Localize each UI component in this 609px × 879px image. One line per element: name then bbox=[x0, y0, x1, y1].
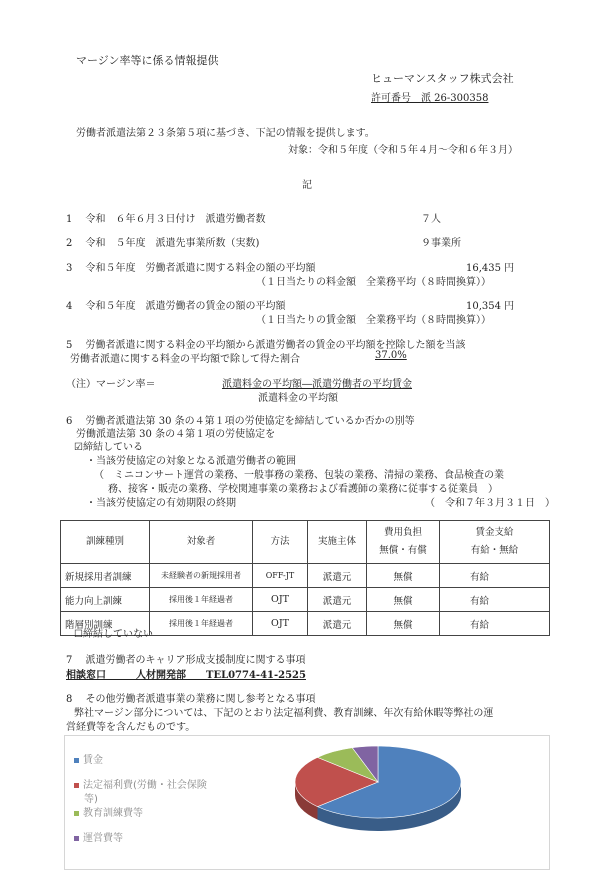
header-cost-title: 費用負担 bbox=[383, 527, 422, 538]
header-organizer: 実施主体 bbox=[308, 521, 367, 564]
header-target: 対象者 bbox=[150, 521, 253, 564]
item-5-line1: 5 労働者派遣に関する料金の平均額から派遣労働者の賃金の平均額を控除した額を当該 bbox=[66, 340, 466, 351]
margin-formula-numerator: 派遣料金の平均額―派遣労働者の平均賃金 bbox=[222, 379, 412, 390]
cell-target: 採用後１年経過者 bbox=[150, 612, 253, 636]
item-3-label: 3 令和５年度 労働者派遣に関する料金の額の平均額 bbox=[66, 263, 316, 274]
legend-item-wage bbox=[74, 751, 103, 766]
item-8-line1: 弊社マージン部分については、下記のとおり法定福利費、教育訓練、年次有給休暇等弊社の運 bbox=[74, 708, 494, 719]
table-row bbox=[61, 564, 550, 588]
cell-training-type: 新規採用者訓練 bbox=[61, 564, 150, 588]
item-8-title: 8 その他労働者派遣事業の業務に関し参考となる事項 bbox=[66, 694, 316, 705]
legend-item-training bbox=[74, 804, 143, 819]
target-period: 対象：令和５年度（令和５年４月～令和６年３月） bbox=[288, 145, 518, 156]
item-2-label: 2 令和 ５年度 派遣先事業所数（実数) bbox=[66, 238, 260, 249]
cell-organizer: 派遣元 bbox=[308, 588, 367, 612]
item-4-label: 4 令和５年度 派遣労働者の賃金の額の平均額 bbox=[66, 301, 286, 312]
legend-swatch-wage bbox=[74, 758, 79, 763]
margin-formula-label: （注）マージン率＝ bbox=[66, 379, 156, 390]
agreement-scope-detail-2: 務、接客・販売の業務、学校関連事業の業務および看護師の業務に従事する従業員 ） bbox=[108, 484, 498, 495]
item-1-value: ７人 bbox=[421, 214, 441, 225]
header-training-type: 訓練種別 bbox=[61, 521, 150, 564]
intro-text: 労働者派遣法第２３条第５項に基づき、下記の情報を提供します。 bbox=[76, 128, 375, 139]
item-4-value: 10,354 円 bbox=[466, 301, 515, 312]
item-6-line1: 6 労働者派遣法第 30 条の４第１項の労使協定を締結しているか否かの別等 bbox=[66, 416, 415, 427]
agreement-term-value: （ 令和７年３月３１日 ） bbox=[425, 498, 555, 509]
cell-organizer: 派遣元 bbox=[308, 612, 367, 636]
agreement-term-label: ・当該労使協定の有効期限の終期 bbox=[86, 498, 236, 509]
cell-wage: 有給 bbox=[440, 612, 550, 636]
legend-label-welfare: 法定福利費(労働・社会保険 bbox=[83, 780, 207, 791]
item-6-line2: 労働派遣法第 30 条の４第１項の労使協定を bbox=[76, 429, 276, 440]
header-wage-title: 賃金支給 bbox=[475, 527, 514, 538]
cell-wage: 有給 bbox=[440, 588, 550, 612]
cell-cost: 無償 bbox=[367, 564, 440, 588]
career-contact: 相談窓口 人材開発部 TEL0774-41-2525 bbox=[66, 670, 306, 681]
legend-item-welfare bbox=[74, 776, 207, 791]
item-4-note: （１日当たりの賃金額 全業務平均（８時間換算）） bbox=[256, 315, 491, 326]
training-table bbox=[60, 520, 550, 636]
legend-label-operating: 運営費等 bbox=[83, 833, 123, 844]
item-3-note: （１日当たりの料金額 全業務平均（８時間換算）） bbox=[256, 277, 491, 288]
cell-training-type: 階層別訓練 bbox=[61, 612, 150, 636]
header-cost-sub: 無償・有償 bbox=[379, 545, 427, 556]
cell-target: 未経験者の新規採用者 bbox=[150, 564, 253, 588]
item-7-title: 7 派遣労働者のキャリア形成支援制度に関する事項 bbox=[66, 655, 306, 666]
cell-training-type: 能力向上訓練 bbox=[61, 588, 150, 612]
header-wage bbox=[440, 521, 550, 564]
agreement-scope-label: ・当該労使協定の対象となる派遣労働者の範囲 bbox=[86, 456, 296, 467]
item-1-label: 1 令和 ６年６月３日付け 派遣労働者数 bbox=[66, 214, 266, 225]
cell-method: OJT bbox=[253, 588, 308, 612]
item-2-value: ９事業所 bbox=[421, 238, 461, 249]
table-row bbox=[61, 588, 550, 612]
cell-organizer: 派遣元 bbox=[308, 564, 367, 588]
item-3-value: 16,435 円 bbox=[466, 263, 515, 274]
legend-swatch-operating bbox=[74, 836, 79, 841]
cell-method: OFF-JT bbox=[253, 564, 308, 588]
header-wage-sub: 有給・無給 bbox=[470, 545, 519, 556]
agreement-unchecked: ☐締結していない bbox=[74, 629, 153, 640]
expense-chart-frame bbox=[64, 735, 550, 870]
cell-cost: 無償 bbox=[367, 612, 440, 636]
legend-swatch-training bbox=[74, 811, 79, 816]
margin-formula-denominator: 派遣料金の平均額 bbox=[258, 393, 338, 404]
legend-label-training: 教育訓練費等 bbox=[83, 808, 143, 819]
legend-swatch-welfare bbox=[74, 783, 79, 788]
margin-rate-value: 37.0% bbox=[375, 350, 407, 361]
company-name: ヒューマンスタッフ株式会社 bbox=[371, 72, 514, 85]
table-header-row bbox=[61, 521, 550, 564]
header-method: 方法 bbox=[253, 521, 308, 564]
legend-item-operating bbox=[74, 829, 123, 844]
legend-label-wage: 賃金 bbox=[83, 755, 103, 766]
agreement-checked: ☑締結している bbox=[74, 442, 143, 453]
cell-target: 採用後１年経過者 bbox=[150, 588, 253, 612]
cell-method: OJT bbox=[253, 612, 308, 636]
cell-wage: 有給 bbox=[440, 564, 550, 588]
ki-heading: 記 bbox=[302, 180, 312, 191]
item-5-line2: 労働者派遣に関する料金の平均額で除して得た割合 bbox=[70, 354, 300, 365]
page-title: マージン率等に係る情報提供 bbox=[76, 54, 219, 67]
cell-cost: 無償 bbox=[367, 588, 440, 612]
agreement-scope-detail-1: （ ミニコンサート運営の業務、一般事務の業務、包装の業務、清掃の業務、食品検査の業 bbox=[94, 470, 504, 481]
item-8-line2: 営経費等を含んだものです。 bbox=[66, 722, 196, 733]
legend-item-welfare-cont: 等) bbox=[84, 794, 98, 805]
header-cost bbox=[367, 521, 440, 564]
license-number: 許可番号 派 26-300358 bbox=[371, 93, 489, 104]
